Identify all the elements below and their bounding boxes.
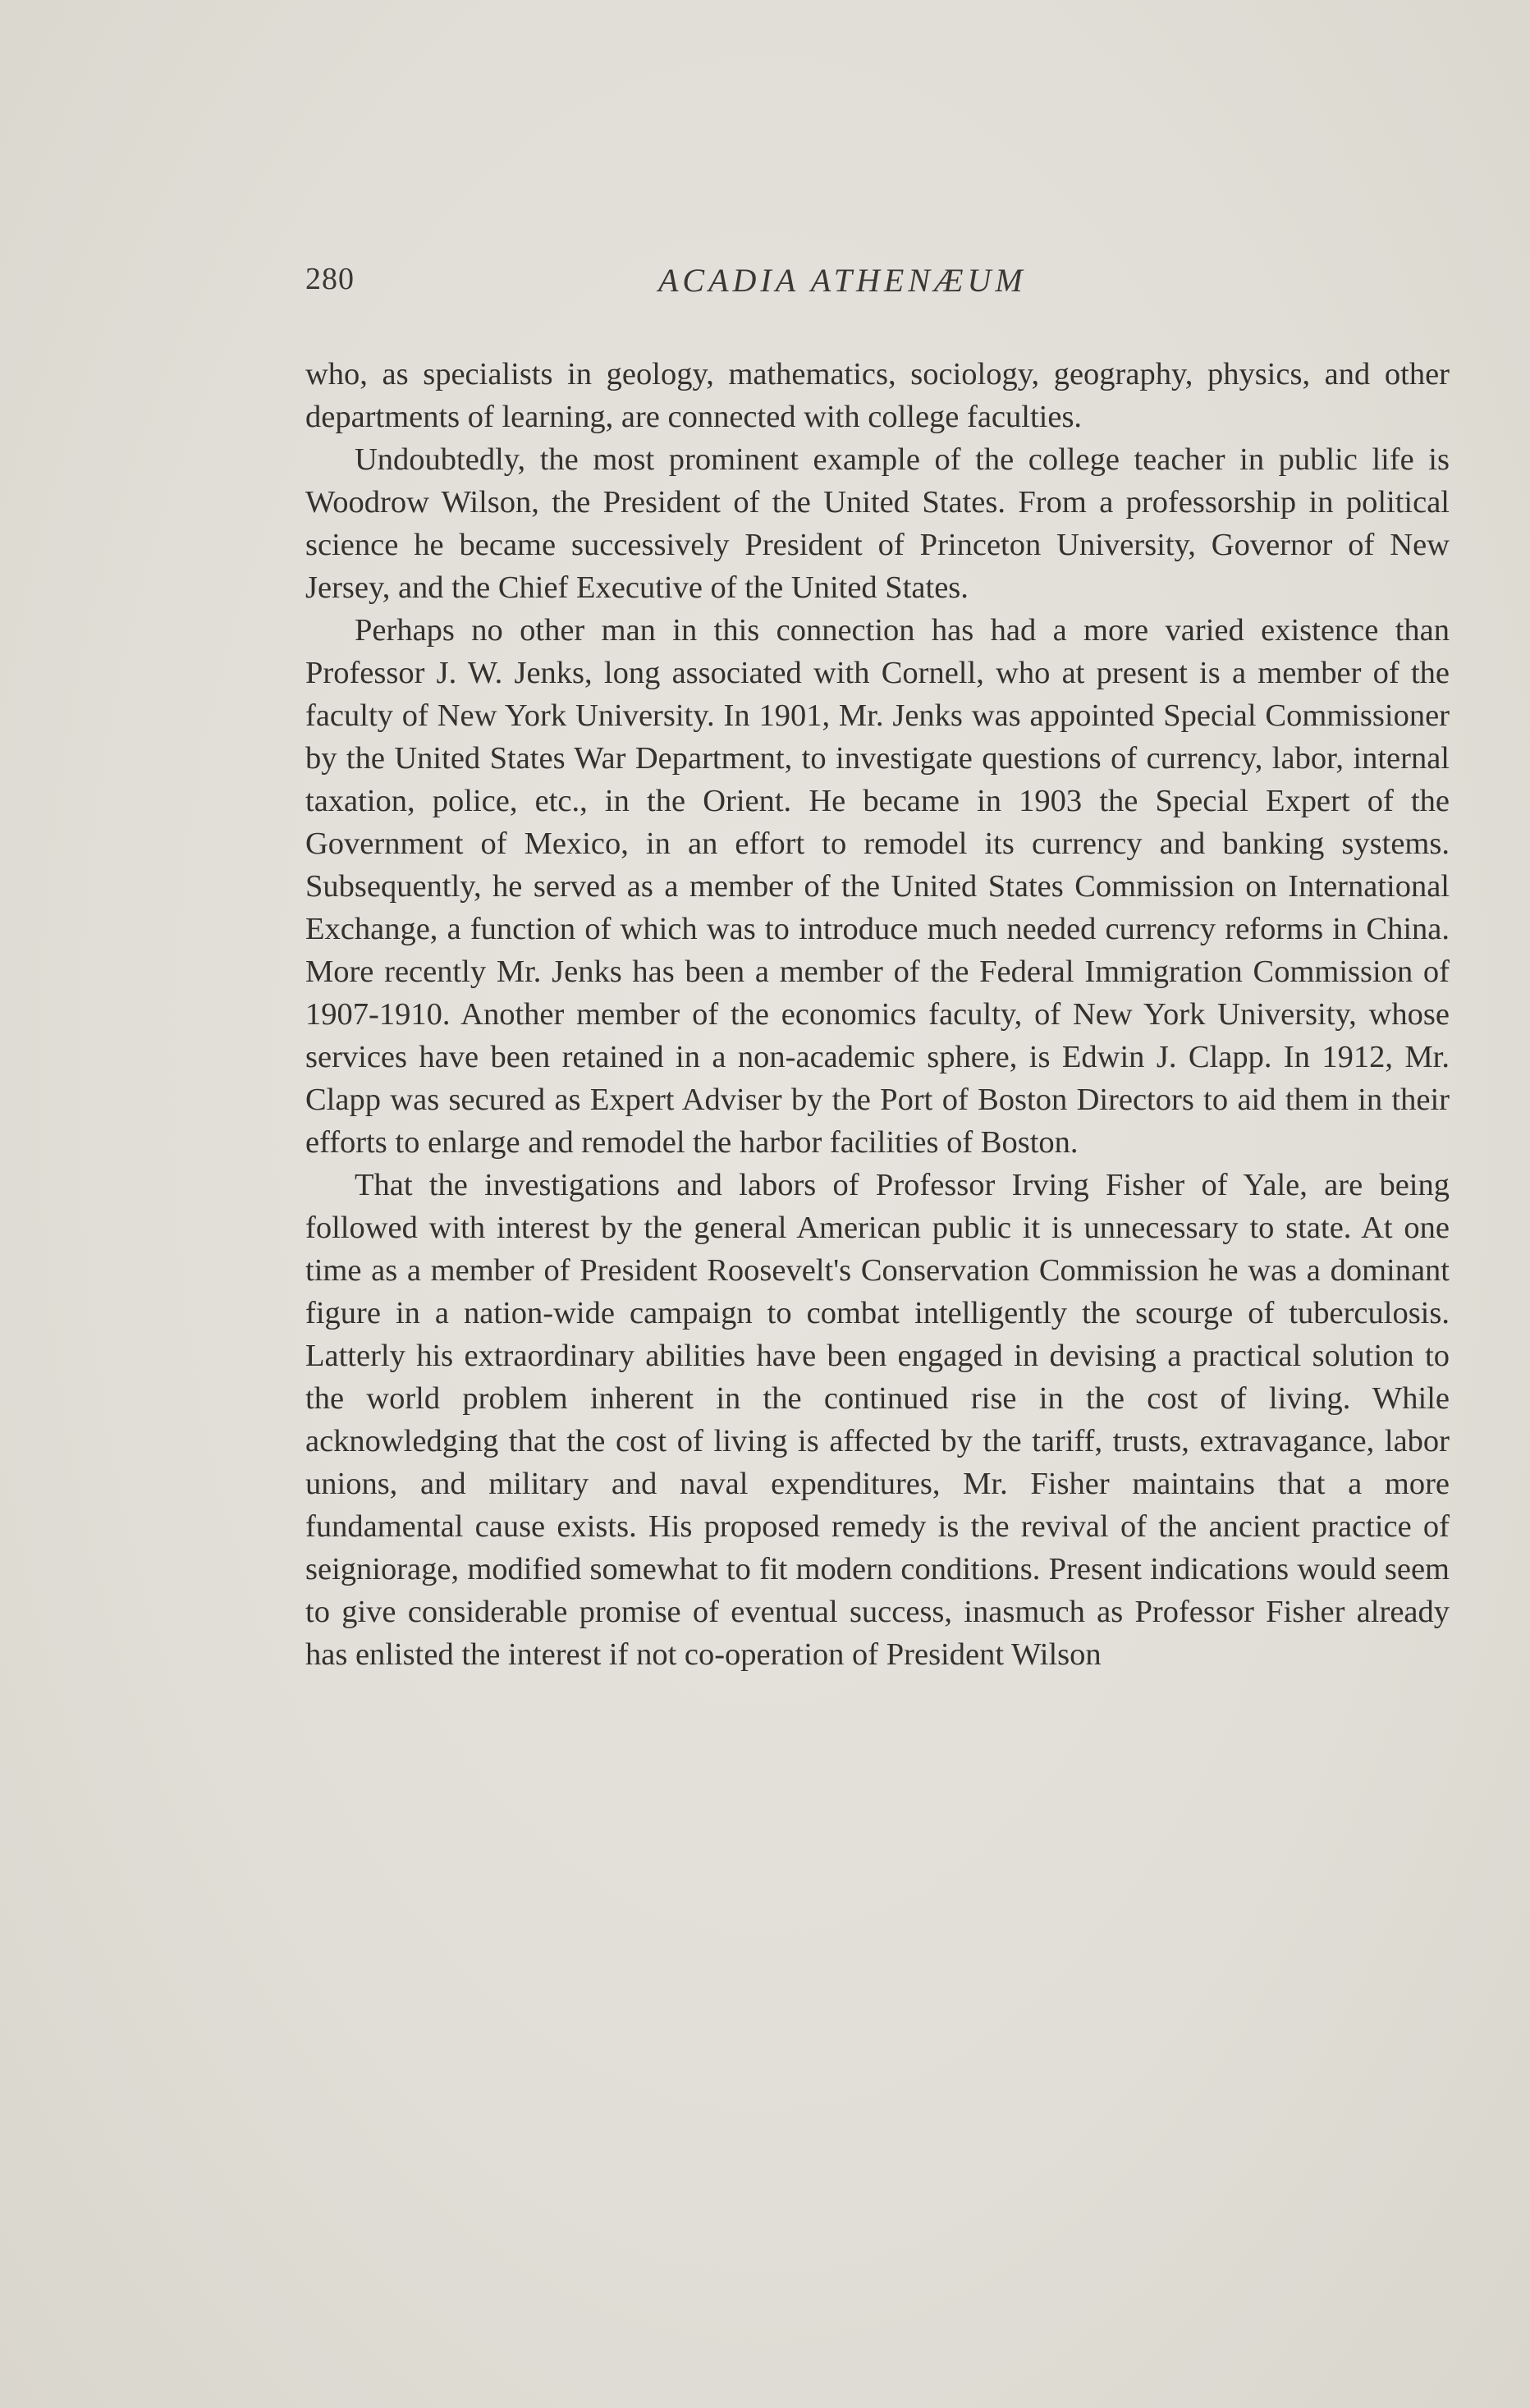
page-number: 280 bbox=[305, 262, 355, 296]
paragraph-fisher: That the investigations and labors of Professor Irving Fisher of Yale, are being followed with interest by the general American public it is unnecessary to state. At one time as a member of President Roosevelt's Conservation Commission he was a dominant figure in a nation-wide campaign to combat intelligently the scourge of tuberculosis. Latterly his extraordinary abilities have been engaged in devising a practical solution to the world problem inherent in the continued rise in the cost of living. While acknowledging that the cost of living is affected by the tariff, trusts, extravagance, labor unions, and military and naval expenditures, Mr. Fisher maintains that a more fundamental cause exists. His proposed remedy is the revival of the ancient practice of seigniorage, modified somewhat to fit modern conditions. Present indications would seem to give considerable promise of eventual success, inasmuch as Professor Fisher already has enlisted the interest if not co-operation of President Wilson bbox=[305, 1168, 1450, 1672]
paragraph-jenks: Perhaps no other man in this connection has had a more varied existence than Professor J. W. Jenks, long associated with Cornell, who at present is a member of the faculty of New York University. In 1901, Mr. Jenks was appointed Special Commissioner by the United States War Department, to investigate questions of currency, labor, internal taxation, police, etc., in the Orient. He became in 1903 the Special Expert of the Government of Mexico, in an effort to remodel its currency and banking systems. Subsequently, he served as a member of the United States Commission on International Exchange, a function of which was to introduce much needed currency reforms in China. More recently Mr. Jenks has been a member of the Federal Immigration Commission of 1907-1910. Another member of the economics faculty, of New York University, whose services have been retained in a non-academic sphere, is Edwin J. Clapp. In 1912, Mr. Clapp was secured as Expert Adviser by the Port of Boston Directors to aid them in their efforts to enlarge and remodel the harbor facilities of Boston. bbox=[305, 613, 1450, 1160]
running-title: ACADIA ATHENÆUM bbox=[658, 262, 1027, 299]
article-body bbox=[305, 353, 1450, 1676]
paragraph-continuation: who, as specialists in geology, mathematics, sociology, geography, physics, and other departments of learning, are connected with college faculties. bbox=[305, 357, 1450, 434]
page-header bbox=[305, 261, 1450, 310]
paragraph-wilson: Undoubtedly, the most prominent example of the college teacher in public life is Woodrow Wilson, the President of the United States. From a professorship in political science he became successively President of Princeton University, Governor of New Jersey, and the Chief Executive of the United States. bbox=[305, 442, 1450, 605]
